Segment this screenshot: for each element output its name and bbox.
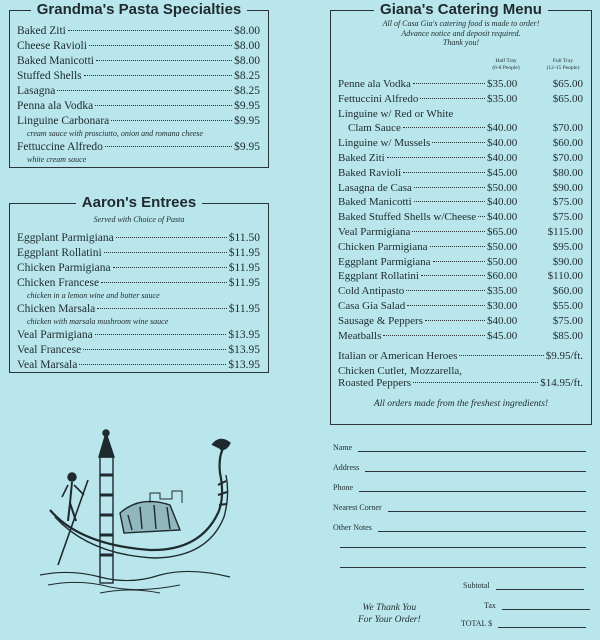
- item-name: Casa Gia Salad: [338, 299, 406, 312]
- form-name-row: [333, 440, 586, 452]
- catering-item: [338, 225, 583, 240]
- half-tray-price: $40.00: [487, 137, 518, 150]
- half-tray-price: $50.00: [487, 255, 518, 268]
- item-price: $11.50: [228, 232, 260, 244]
- dot-leader: [478, 216, 485, 217]
- heroes-name: Italian or American Heroes: [338, 350, 458, 362]
- subtotal-label: Subtotal: [463, 581, 490, 590]
- item-name: Clam Sauce: [348, 122, 401, 135]
- item-name: Baked Ravioli: [338, 166, 402, 179]
- gondola-illustration: [40, 425, 240, 600]
- dot-leader: [113, 267, 227, 268]
- dot-leader: [383, 335, 485, 336]
- grandma-item: [17, 114, 260, 129]
- half-tray-price: $40.00: [487, 314, 518, 327]
- item-name: Veal Francese: [17, 344, 82, 356]
- dot-leader: [413, 83, 485, 84]
- full-tray-price: $95.00: [552, 240, 583, 253]
- catering-item: [338, 121, 583, 136]
- aaron-item: [17, 328, 260, 343]
- form-phone-field[interactable]: [359, 491, 586, 492]
- item-price: $11.95: [228, 303, 260, 315]
- half-tray-price: $35.00: [487, 78, 518, 90]
- tax-label: Tax: [484, 601, 496, 610]
- aaron-item: [17, 276, 260, 291]
- catering-intro-3: Thank you!: [442, 38, 480, 47]
- form-corner-field[interactable]: [388, 511, 586, 512]
- dot-leader: [105, 146, 232, 147]
- form-notes-line-2[interactable]: [340, 547, 586, 548]
- catering-item: [338, 284, 583, 299]
- dot-leader: [412, 231, 485, 232]
- dot-leader: [116, 237, 227, 238]
- dot-leader: [414, 187, 485, 188]
- item-note: white cream sauce: [27, 155, 87, 164]
- grandma-item: [17, 140, 260, 155]
- full-tray-price: $80.00: [552, 166, 583, 179]
- item-price: $9.95: [234, 141, 260, 153]
- item-name: Cold Antipasto: [338, 285, 405, 298]
- catering-item: [338, 151, 583, 166]
- cutlet-line1: Chicken Cutlet, Mozzarella,: [338, 365, 463, 377]
- catering-title: Giana's Catering Menu: [331, 1, 591, 19]
- dot-leader: [413, 382, 538, 383]
- item-name: Chicken Parmigiana: [17, 262, 111, 274]
- half-tray-price: $40.00: [487, 122, 518, 135]
- dot-leader: [79, 364, 226, 365]
- form-notes-row: [333, 520, 586, 532]
- dot-leader: [420, 98, 485, 99]
- dot-leader: [57, 90, 232, 91]
- item-name: Fettuccini Alfredo: [338, 92, 419, 105]
- thank-you-line-1: We Thank You: [362, 603, 417, 613]
- catering-item: [338, 210, 583, 225]
- full-tray-price: $75.00: [552, 211, 583, 224]
- grandma-item: [17, 54, 260, 69]
- subtotal-field[interactable]: [496, 589, 584, 590]
- full-tray-header: Full Tray (12-15 People): [546, 58, 580, 71]
- form-address-field[interactable]: [365, 471, 586, 472]
- cutlet-row: [338, 376, 583, 391]
- cutlet-name: Roasted Peppers: [338, 377, 412, 389]
- item-name: Meatballs: [338, 329, 382, 342]
- dot-leader: [459, 355, 543, 356]
- item-name: Baked Manicotti: [17, 55, 94, 67]
- half-tray-price: $65.00: [487, 225, 518, 238]
- full-tray-price: $75.00: [552, 196, 583, 209]
- heroes-row: [338, 349, 583, 364]
- full-tray-price: $65.00: [552, 92, 583, 105]
- item-name: Veal Marsala: [17, 359, 78, 371]
- catering-intro-1: All of Casa Gia's catering food is made to order!: [382, 19, 540, 28]
- form-notes-label: Other Notes: [333, 523, 372, 532]
- dot-leader: [97, 308, 227, 309]
- item-name: Chicken Francese: [17, 277, 100, 289]
- catering-item: [338, 314, 583, 329]
- dot-leader: [407, 305, 485, 306]
- tax-row: [484, 598, 590, 610]
- item-name: Veal Parmigiana: [338, 225, 411, 238]
- half-tray-price: $50.00: [487, 240, 518, 253]
- catering-item: [338, 107, 583, 122]
- item-name: Lasagna: [17, 85, 56, 97]
- dot-leader: [421, 275, 485, 276]
- catering-item: [338, 166, 583, 181]
- item-price: $8.00: [234, 55, 260, 67]
- form-notes-field[interactable]: [378, 531, 586, 532]
- dot-leader: [433, 261, 485, 262]
- full-tray-price: $65.00: [552, 78, 583, 90]
- aaron-item: [17, 246, 260, 261]
- dot-leader: [104, 252, 227, 253]
- aaron-list: [17, 231, 260, 373]
- item-price: $13.95: [228, 329, 260, 341]
- half-tray-header: Half Tray (6-8 People): [492, 58, 520, 71]
- grandma-item: [17, 99, 260, 114]
- catering-item: [338, 92, 583, 107]
- item-name: Penna ala Vodka: [17, 100, 94, 112]
- grandma-item: [17, 84, 260, 99]
- item-note: cream sauce with prosciutto, onion and romana cheese: [27, 129, 203, 138]
- grandma-item: [17, 39, 260, 54]
- item-name: Linguine w/ Mussels: [338, 137, 431, 150]
- dot-leader: [83, 349, 226, 350]
- aaron-item: [17, 343, 260, 358]
- half-tray-price: $50.00: [487, 181, 518, 194]
- item-name: Fettuccine Alfredo: [17, 141, 103, 153]
- half-tray-price: $40.00: [487, 151, 518, 164]
- aaron-title: Aaron's Entrees: [10, 194, 268, 212]
- full-tray-price: $60.00: [552, 137, 583, 150]
- catering-item: [338, 181, 583, 196]
- grandma-box: [9, 1, 269, 168]
- full-tray-price: $115.00: [547, 225, 583, 238]
- aaron-subtitle: Served with Choice of Pasta: [93, 215, 185, 224]
- catering-item: [338, 77, 583, 92]
- item-price: $13.95: [228, 359, 260, 371]
- half-tray-price: $40.00: [487, 211, 518, 224]
- thank-you-line-2: For Your Order!: [358, 615, 421, 625]
- dot-leader: [89, 45, 232, 46]
- item-name: Baked Ziti: [338, 151, 385, 164]
- catering-item: [338, 240, 583, 255]
- item-price: $11.95: [228, 277, 260, 289]
- grandma-item: [17, 24, 260, 39]
- item-price: $13.95: [228, 344, 260, 356]
- grandma-list: [17, 24, 260, 166]
- full-tray-price: $70.00: [552, 151, 583, 164]
- aaron-item: [17, 358, 260, 373]
- half-tray-price: $45.00: [487, 329, 518, 342]
- item-price: $9.95: [234, 100, 260, 112]
- aaron-item: [17, 261, 260, 276]
- cutlet-price: $14.95/ft.: [540, 377, 583, 389]
- item-name: Chicken Marsala: [17, 303, 96, 315]
- aaron-item: [17, 302, 260, 317]
- dot-leader: [406, 290, 485, 291]
- item-name: Penne ala Vodka: [338, 78, 411, 90]
- aaron-item: [17, 231, 260, 246]
- dot-leader: [68, 30, 232, 31]
- item-name: Baked Stuffed Shells w/Cheese: [338, 211, 477, 224]
- aaron-box: [9, 194, 269, 373]
- catering-item: [338, 255, 583, 270]
- dot-leader: [425, 320, 485, 321]
- form-address-row: [333, 460, 586, 472]
- catering-list: [338, 77, 583, 343]
- dot-leader: [84, 75, 232, 76]
- item-name: Eggplant Rollatini: [17, 247, 102, 259]
- item-name: Baked Ziti: [17, 25, 66, 37]
- item-note: chicken with marsala mushroom wine sauce: [27, 317, 169, 326]
- full-tray-price: $70.00: [552, 122, 583, 135]
- item-price: $11.95: [228, 247, 260, 259]
- dot-leader: [430, 246, 485, 247]
- form-name-label: Name: [333, 443, 353, 452]
- full-tray-price: $85.00: [552, 329, 583, 342]
- item-note: chicken in a lemon wine and butter sauce: [27, 291, 160, 300]
- full-tray-price: $60.00: [552, 285, 583, 298]
- catering-footer: All orders made from the freshest ingredients!: [373, 399, 549, 409]
- form-address-label: Address: [333, 463, 360, 472]
- catering-item: [338, 329, 583, 344]
- gondolier-head: [68, 473, 76, 481]
- half-tray-price: $45.00: [487, 166, 518, 179]
- item-name: Chicken Parmigiana: [338, 240, 428, 253]
- item-name: Lasagna de Casa: [338, 181, 412, 194]
- half-tray-price: $60.00: [487, 270, 518, 283]
- dot-leader: [95, 105, 232, 106]
- tax-field[interactable]: [502, 609, 590, 610]
- item-name: Eggplant Rollatini: [338, 270, 419, 283]
- catering-intro-2: Advance notice and deposit required.: [401, 28, 521, 38]
- item-name: Eggplant Parmigiana: [338, 255, 431, 268]
- item-price: $8.25: [234, 85, 260, 97]
- subtotal-row: [463, 578, 584, 590]
- total-row: [461, 616, 586, 628]
- half-tray-price: $35.00: [487, 285, 518, 298]
- full-tray-price: $90.00: [552, 255, 583, 268]
- item-name: Sausage & Peppers: [338, 314, 423, 327]
- catering-intro: [331, 19, 591, 48]
- grandma-title: Grandma's Pasta Specialties: [10, 1, 268, 19]
- item-name: Baked Manicotti: [338, 196, 412, 209]
- form-corner-row: [333, 500, 586, 512]
- form-phone-row: [333, 480, 586, 492]
- total-field[interactable]: [498, 627, 586, 628]
- catering-item: [338, 269, 583, 284]
- item-name: Cheese Ravioli: [17, 40, 87, 52]
- item-name: Veal Parmigiana: [17, 329, 93, 341]
- catering-item: [338, 299, 583, 314]
- item-price: $9.95: [234, 115, 260, 127]
- form-phone-label: Phone: [333, 483, 353, 492]
- heroes-price: $9.95/ft.: [545, 350, 583, 362]
- full-tray-price: $75.00: [552, 314, 583, 327]
- dot-leader: [414, 201, 485, 202]
- dot-leader: [403, 172, 485, 173]
- half-tray-price: $40.00: [487, 196, 518, 209]
- form-corner-label: Nearest Corner: [333, 503, 382, 512]
- form-name-field[interactable]: [358, 451, 586, 452]
- item-price: $11.95: [228, 262, 260, 274]
- catering-item: [338, 195, 583, 210]
- grandma-item: [17, 69, 260, 84]
- item-name: Eggplant Parmigiana: [17, 232, 114, 244]
- item-price: $8.00: [234, 25, 260, 37]
- half-tray-price: $35.00: [487, 92, 518, 105]
- dot-leader: [111, 120, 232, 121]
- thank-you-note: [358, 602, 421, 626]
- dot-leader: [403, 127, 485, 128]
- dot-leader: [101, 282, 227, 283]
- form-notes-line-3[interactable]: [340, 567, 586, 568]
- catering-box: [330, 1, 592, 425]
- item-price: $8.25: [234, 70, 260, 82]
- full-tray-price: $110.00: [547, 270, 583, 283]
- full-tray-price: $55.00: [552, 299, 583, 312]
- item-name: Stuffed Shells: [17, 70, 82, 82]
- full-tray-price: $90.00: [552, 181, 583, 194]
- item-name: Linguine Carbonara: [17, 115, 110, 127]
- item-name: Linguine w/ Red or White: [338, 107, 454, 120]
- catering-item: [338, 136, 583, 151]
- half-tray-price: $30.00: [487, 299, 518, 312]
- dot-leader: [387, 157, 485, 158]
- total-label: TOTAL $: [461, 619, 493, 628]
- dot-leader: [432, 142, 485, 143]
- dot-leader: [95, 334, 227, 335]
- item-price: $8.00: [234, 40, 260, 52]
- dot-leader: [96, 60, 232, 61]
